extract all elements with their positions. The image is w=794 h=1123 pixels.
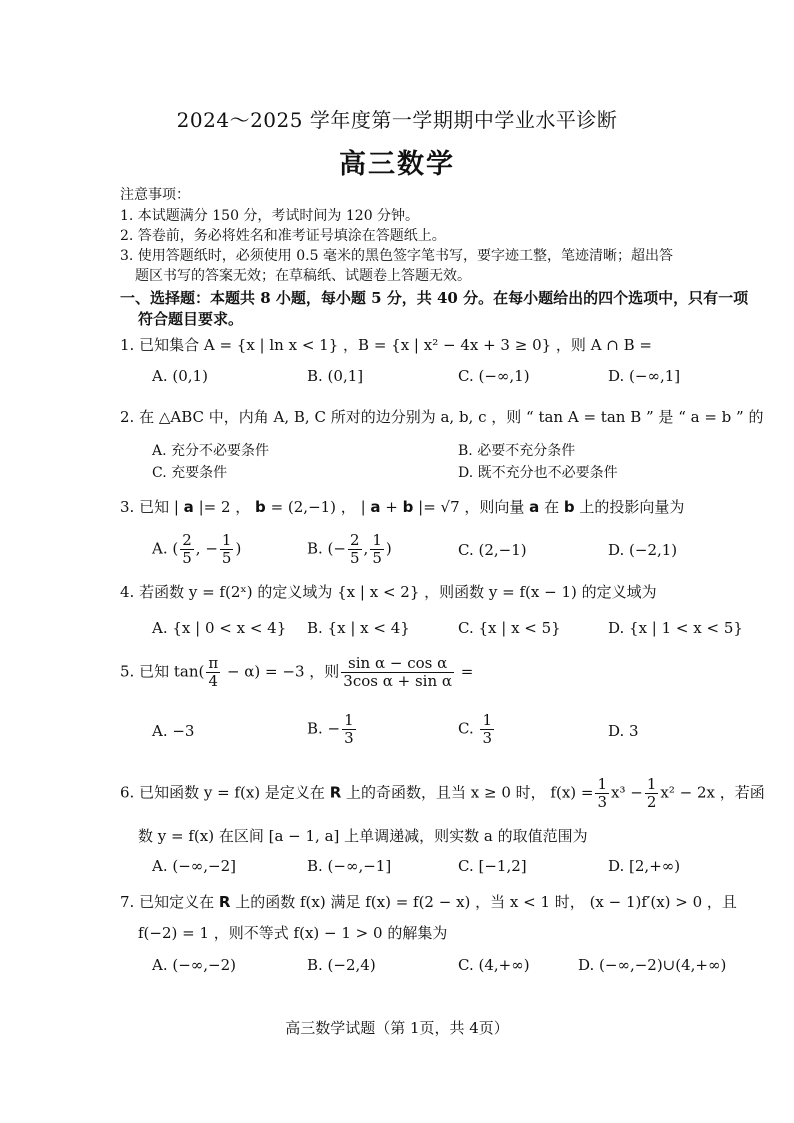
- q6-option-b: B. (−∞,−1]: [307, 857, 392, 875]
- q5-option-b: B. − $\frac{1}{3}$: [307, 711, 354, 747]
- q7-option-d: D. (−∞,−2)∪(4,+∞): [578, 956, 727, 974]
- q5-option-d: D. 3: [608, 722, 639, 740]
- q6-option-d: D. [2,+∞): [608, 857, 681, 875]
- note-item-3: 3. 使用答题纸时，必须使用 0.5 毫米的黑色签字笔书写，要字迹工整，笔迹清晰；超出答: [120, 248, 673, 264]
- q6-option-a: A. (−∞,−2]: [152, 857, 237, 875]
- note-item-3-cont: 题区书写的答案无效；在草稿纸、试题卷上答题无效。: [135, 268, 471, 284]
- q5-stem: 5. 已知 tan( $\frac{\pi}{4}$ − α) = −3 ，则 $\frac{\text{sin α − cos α}}{\text{3cos α + sin α}}$ =: [120, 654, 474, 690]
- q7-stem-cont: f(−2) = 1 ，则不等式 f(x) − 1 > 0 的解集为: [138, 924, 448, 942]
- q7-option-a: A. (−∞,−2): [152, 956, 237, 974]
- q2-stem: 2. 在 △ABC 中，内角 A, B, C 所对的边分别为 a, b, c ，则 “ tan A = tan B ” 是 “ a = b ” 的: [120, 408, 764, 426]
- q3-option-a: A. ( $\frac{2}{5}$ , − $\frac{1}{5}$ ): [152, 531, 242, 567]
- fraction: $\frac{1}{2}$: [646, 775, 657, 811]
- q1-stem: 1. 已知集合 A = {x | ln x < 1} ，B = {x | x² − 4x + 3 ≥ 0} ，则 A ∩ B =: [120, 336, 652, 354]
- q4-option-d: D. {x | 1 < x < 5}: [608, 619, 743, 637]
- q7-stem: 7. 已知定义在 R 上的函数 f(x) 满足 f(x) = f(2 − x) ，当 x < 1 时， (x − 1)f′(x) > 0 ，且: [120, 893, 737, 911]
- q1-option-d: D. (−∞,1]: [608, 367, 681, 385]
- fraction: $\frac{2}{5}$: [349, 531, 360, 567]
- vector-b: b: [255, 498, 266, 516]
- q4-option-c: C. {x | x < 5}: [458, 619, 561, 637]
- section-heading: 一、选择题：本题共 8 小题，每小题 5 分，共 40 分。在每小题给出的四个选项中，只有一项: [120, 289, 749, 307]
- q6-stem-cont: 数 y = f(x) 在区间 [a − 1, a] 上单调递减，则实数 a 的取值范围为: [138, 827, 588, 845]
- fraction: $\frac{\text{sin α − cos α}}{\text{3cos α + sin α}}$: [343, 654, 453, 690]
- fraction: $\frac{\pi}{4}$: [208, 654, 219, 690]
- q7-option-b: B. (−2,4): [307, 956, 376, 974]
- q2-option-d: D. 既不充分也不必要条件: [458, 465, 618, 481]
- q3-option-c: C. (2,−1): [458, 541, 527, 559]
- page-title: 高三数学: [339, 149, 455, 180]
- q1-option-c: C. (−∞,1): [458, 367, 530, 385]
- fraction: $\frac{1}{5}$: [221, 531, 232, 567]
- q3-option-d: D. (−2,1): [608, 541, 678, 559]
- notes-heading: 注意事项：: [120, 187, 190, 203]
- page-footer: 高三数学试题（第 1页，共 4页）: [285, 1019, 509, 1037]
- q1-option-a: A. (0,1): [152, 367, 208, 385]
- fraction: $\frac{1}{3}$: [597, 775, 608, 811]
- fraction: $\frac{1}{3}$: [482, 711, 493, 747]
- q5-option-a: A. −3: [152, 722, 195, 740]
- fraction: $\frac{1}{5}$: [372, 531, 382, 567]
- vector-a: a: [183, 498, 194, 516]
- note-item-1: 1. 本试题满分 150 分，考试时间为 120 分钟。: [120, 208, 420, 224]
- q4-option-b: B. {x | x < 4}: [307, 619, 410, 637]
- exam-header: 2024～2025 学年度第一学期期中学业水平诊断: [176, 108, 618, 132]
- q6-stem: 6. 已知函数 y = f(x) 是定义在 R 上的奇函数，且当 x ≥ 0 时， f(x) = $\frac{1}{3}$ x³ − $\frac{1}{2}$ x² − 2x ，若函: [120, 775, 765, 811]
- q1-option-b: B. (0,1]: [307, 367, 364, 385]
- real-numbers-symbol: R: [218, 893, 231, 911]
- q5-option-c: C. $\frac{1}{3}$: [458, 711, 493, 747]
- section-heading-cont: 符合题目要求。: [138, 310, 244, 328]
- q2-option-c: C. 充要条件: [152, 465, 228, 481]
- q3-option-b: B. (− $\frac{2}{5}$ , $\frac{1}{5}$ ): [307, 531, 392, 567]
- q3-stem: 3. 已知 | a |= 2 ， b = (2,−1) ， | a + b |= √7 ，则向量 a 在 b 上的投影向量为: [120, 498, 685, 516]
- q2-option-a: A. 充分不必要条件: [152, 443, 270, 459]
- fraction: $\frac{2}{5}$: [182, 531, 192, 567]
- q4-stem: 4. 若函数 y = f(2ˣ) 的定义域为 {x | x < 2} ，则函数 y = f(x − 1) 的定义域为: [120, 583, 657, 601]
- q6-option-c: C. [−1,2]: [458, 857, 527, 875]
- q7-option-c: C. (4,+∞): [458, 956, 530, 974]
- note-item-2: 2. 答卷前，务必将姓名和准考证号填涂在答题纸上。: [120, 228, 446, 244]
- q4-option-a: A. {x | 0 < x < 4}: [152, 619, 287, 637]
- fraction: $\frac{1}{3}$: [344, 711, 354, 747]
- real-numbers-symbol: R: [329, 783, 342, 802]
- q2-option-b: B. 必要不充分条件: [458, 443, 576, 459]
